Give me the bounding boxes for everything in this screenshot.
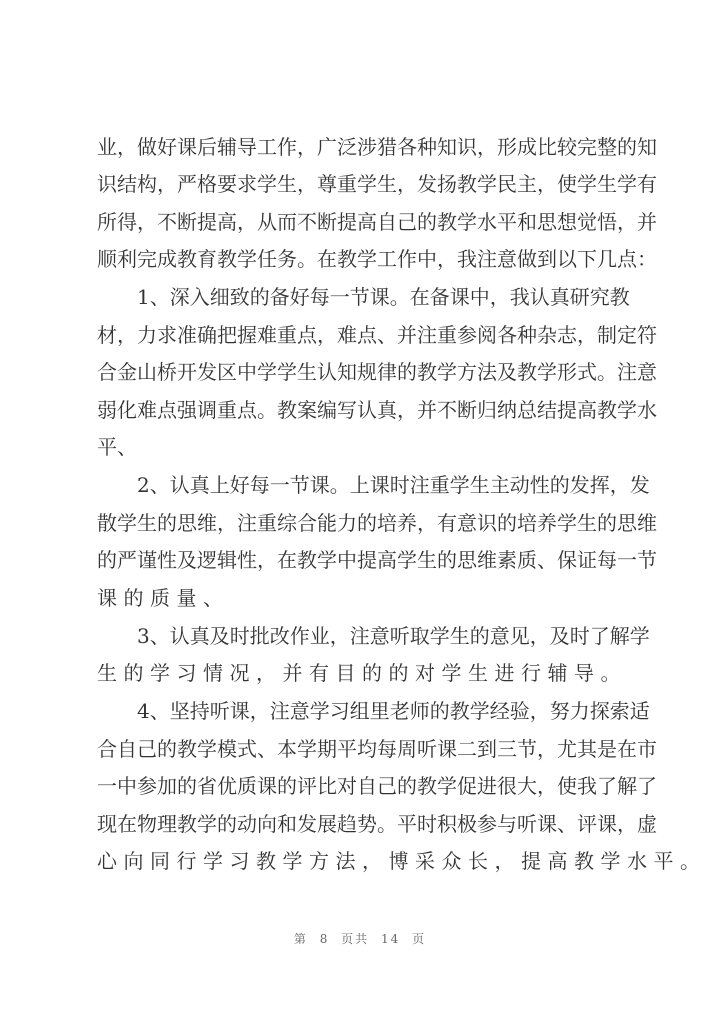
body-text-line: 现在物理教学的动向和发展趋势。平时积极参与听课、评课，虚 [97,812,657,836]
body-text-line: 识结构，严格要求学生，尊重学生，发扬教学民主，使学生学有 [97,172,657,196]
body-text-line: 业，做好课后辅导工作，广泛涉猎各种知识，形成比较完整的知 [97,135,657,159]
body-text-line: 一中参加的省优质课的评比对自己的教学促进很大，使我了解了 [97,774,657,798]
body-text-line: 材，力求准确把握难重点，难点、并注重参阅各种杂志，制定符 [97,323,657,347]
body-text-line: 平、 [97,435,137,459]
body-text-line: 散学生的思维，注重综合能力的培养，有意识的培养学生的思维 [97,511,657,535]
body-text-line: 生的学习情况，并有目的的对学生进行辅导。 [97,661,627,685]
body-text-line: 的严谨性及逻辑性，在教学中提高学生的思维素质、保证每一节 [97,548,657,572]
list-item-4-start: 4、坚持听课，注意学习组里老师的教学经验，努力探索适 [137,699,650,723]
body-text-line: 所得，不断提高，从而不断提高自己的教学水平和思想觉悟，并 [97,210,657,234]
body-text-line: 合金山桥开发区中学学生认知规律的教学方法及教学形式。注意 [97,360,657,384]
list-item-1-start: 1、深入细致的备好每一节课。在备课中，我认真研究教 [137,285,630,309]
list-item-3-start: 3、认真及时批改作业，注意听取学生的意见，及时了解学 [137,624,650,648]
body-text-line: 弱化难点强调重点。教案编写认真，并不断归纳总结提高教学水 [97,398,657,422]
body-text-line: 课的质量、 [97,586,230,610]
body-text-line: 顺利完成教育教学任务。在教学工作中，我注意做到以下几点： [97,247,657,271]
list-item-2-start: 2、认真上好每一节课。上课时注重学生主动性的发挥，发 [137,473,650,497]
body-text-line: 心向同行学习教学方法，博采众长，提高教学水平。 [97,849,707,873]
body-text-line: 合自己的教学模式、本学期平均每周听课二到三节，尤其是在市 [97,737,657,761]
page-number-footer: 第 8 页共 14 页 [293,932,427,946]
